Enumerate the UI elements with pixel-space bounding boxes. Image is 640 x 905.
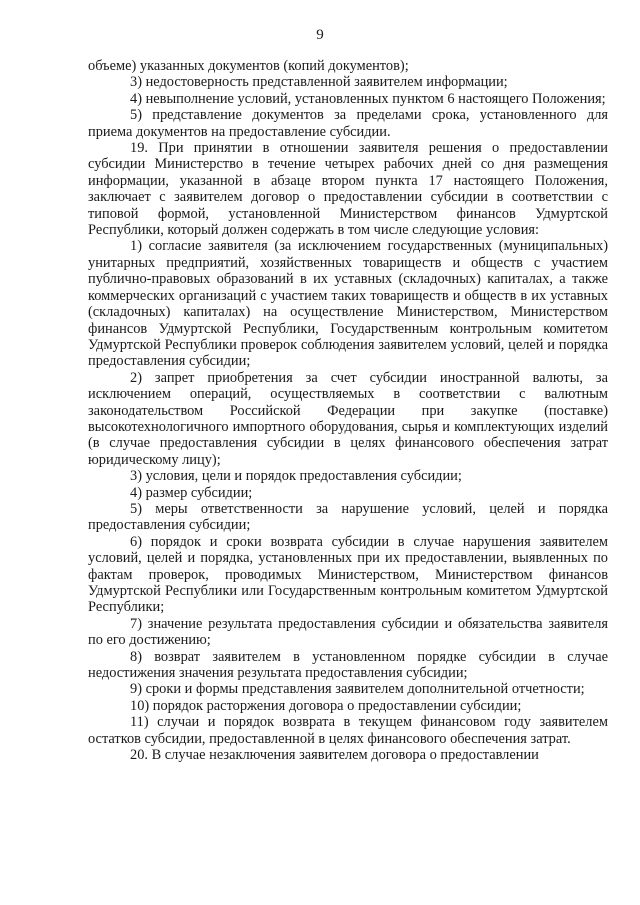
paragraph: 7) значение результата предоставления субсидии и обязательства заявителя по его достижению; — [88, 615, 608, 649]
paragraph: 8) возврат заявителем в установленном порядке субсидии в случае недостижения значения результата предоставления субсидии; — [88, 648, 608, 682]
paragraph: 6) порядок и сроки возврата субсидии в случае нарушения заявителем условий, целей и порядка, установленных при их предоставлении, выявленных по фактам проверок, проводимых Министерством, Министерством финансов Удмуртской Республики или Государственным контрольным комитетом Удмуртской Республики; — [88, 533, 608, 616]
paragraph: 4) размер субсидии; — [130, 484, 253, 501]
paragraph: объеме) указанных документов (копий документов); — [88, 58, 409, 74]
paragraph: 20. В случае незаключения заявителем договора о предоставлении — [130, 747, 539, 764]
paragraph: 3) условия, цели и порядок предоставления субсидии; — [130, 468, 462, 485]
paragraph: 2) запрет приобретения за счет субсидии иностранной валюты, за исключением операций, осуществляемых в соответствии с валютным законодательством Российской Федерации при закупке (поставке) высокотехнологичного импортного оборудования, сырья и комплектующих изделий (в случае предоставления субсидии в целях финансового обеспечения затрат юридическому лицу); — [88, 369, 608, 468]
paragraph: 11) случаи и порядок возврата в текущем финансовом году заявителем остатков субсидии, предоставленной в целях финансового обеспечения затрат. — [88, 714, 608, 747]
paragraph: 4) невыполнение условий, установленных пунктом 6 настоящего Положения; — [130, 90, 606, 107]
paragraph: 9) сроки и формы представления заявителем дополнительной отчетности; — [130, 681, 585, 698]
paragraph: 19. При принятии в отношении заявителя решения о предоставлении субсидии Министерство в течение четырех рабочих дней со дня размещения информации, указанной в абзаце втором пункта 17 настоящего Положения, заключает с заявителем договор о предоставлении субсидии в соответствии с типовой формой, установленной Министерством финансов Удмуртской Республики, который должен содержать в том числе следующие условия: — [88, 140, 608, 239]
paragraph: 5) представление документов за пределами срока, установленного для приема документов на предоставление субсидии. — [88, 107, 608, 140]
paragraph: 10) порядок расторжения договора о предоставлении субсидии; — [130, 697, 522, 714]
page-number: 9 — [316, 27, 324, 43]
paragraph: 3) недостоверность представленной заявителем информации; — [130, 74, 508, 91]
paragraph: 1) согласие заявителя (за исключением государственных (муниципальных) унитарных предприятий, хозяйственных товариществ и обществ с участием публично-правовых образований в их уставных (складочных) капиталах, а также коммерческих организаций с участием таких товариществ и обществ в их уставных (складочных) капиталах) на осуществление Министерством, Министерством финансов Удмуртской Республики, Государственным контрольным комитетом Удмуртской Республики проверок соблюдения заявителем условий, целей и порядка предоставления субсидии; — [88, 238, 608, 370]
paragraph: 5) меры ответственности за нарушение условий, целей и порядка предоставления субсидии; — [88, 500, 608, 534]
document-body — [88, 58, 608, 763]
